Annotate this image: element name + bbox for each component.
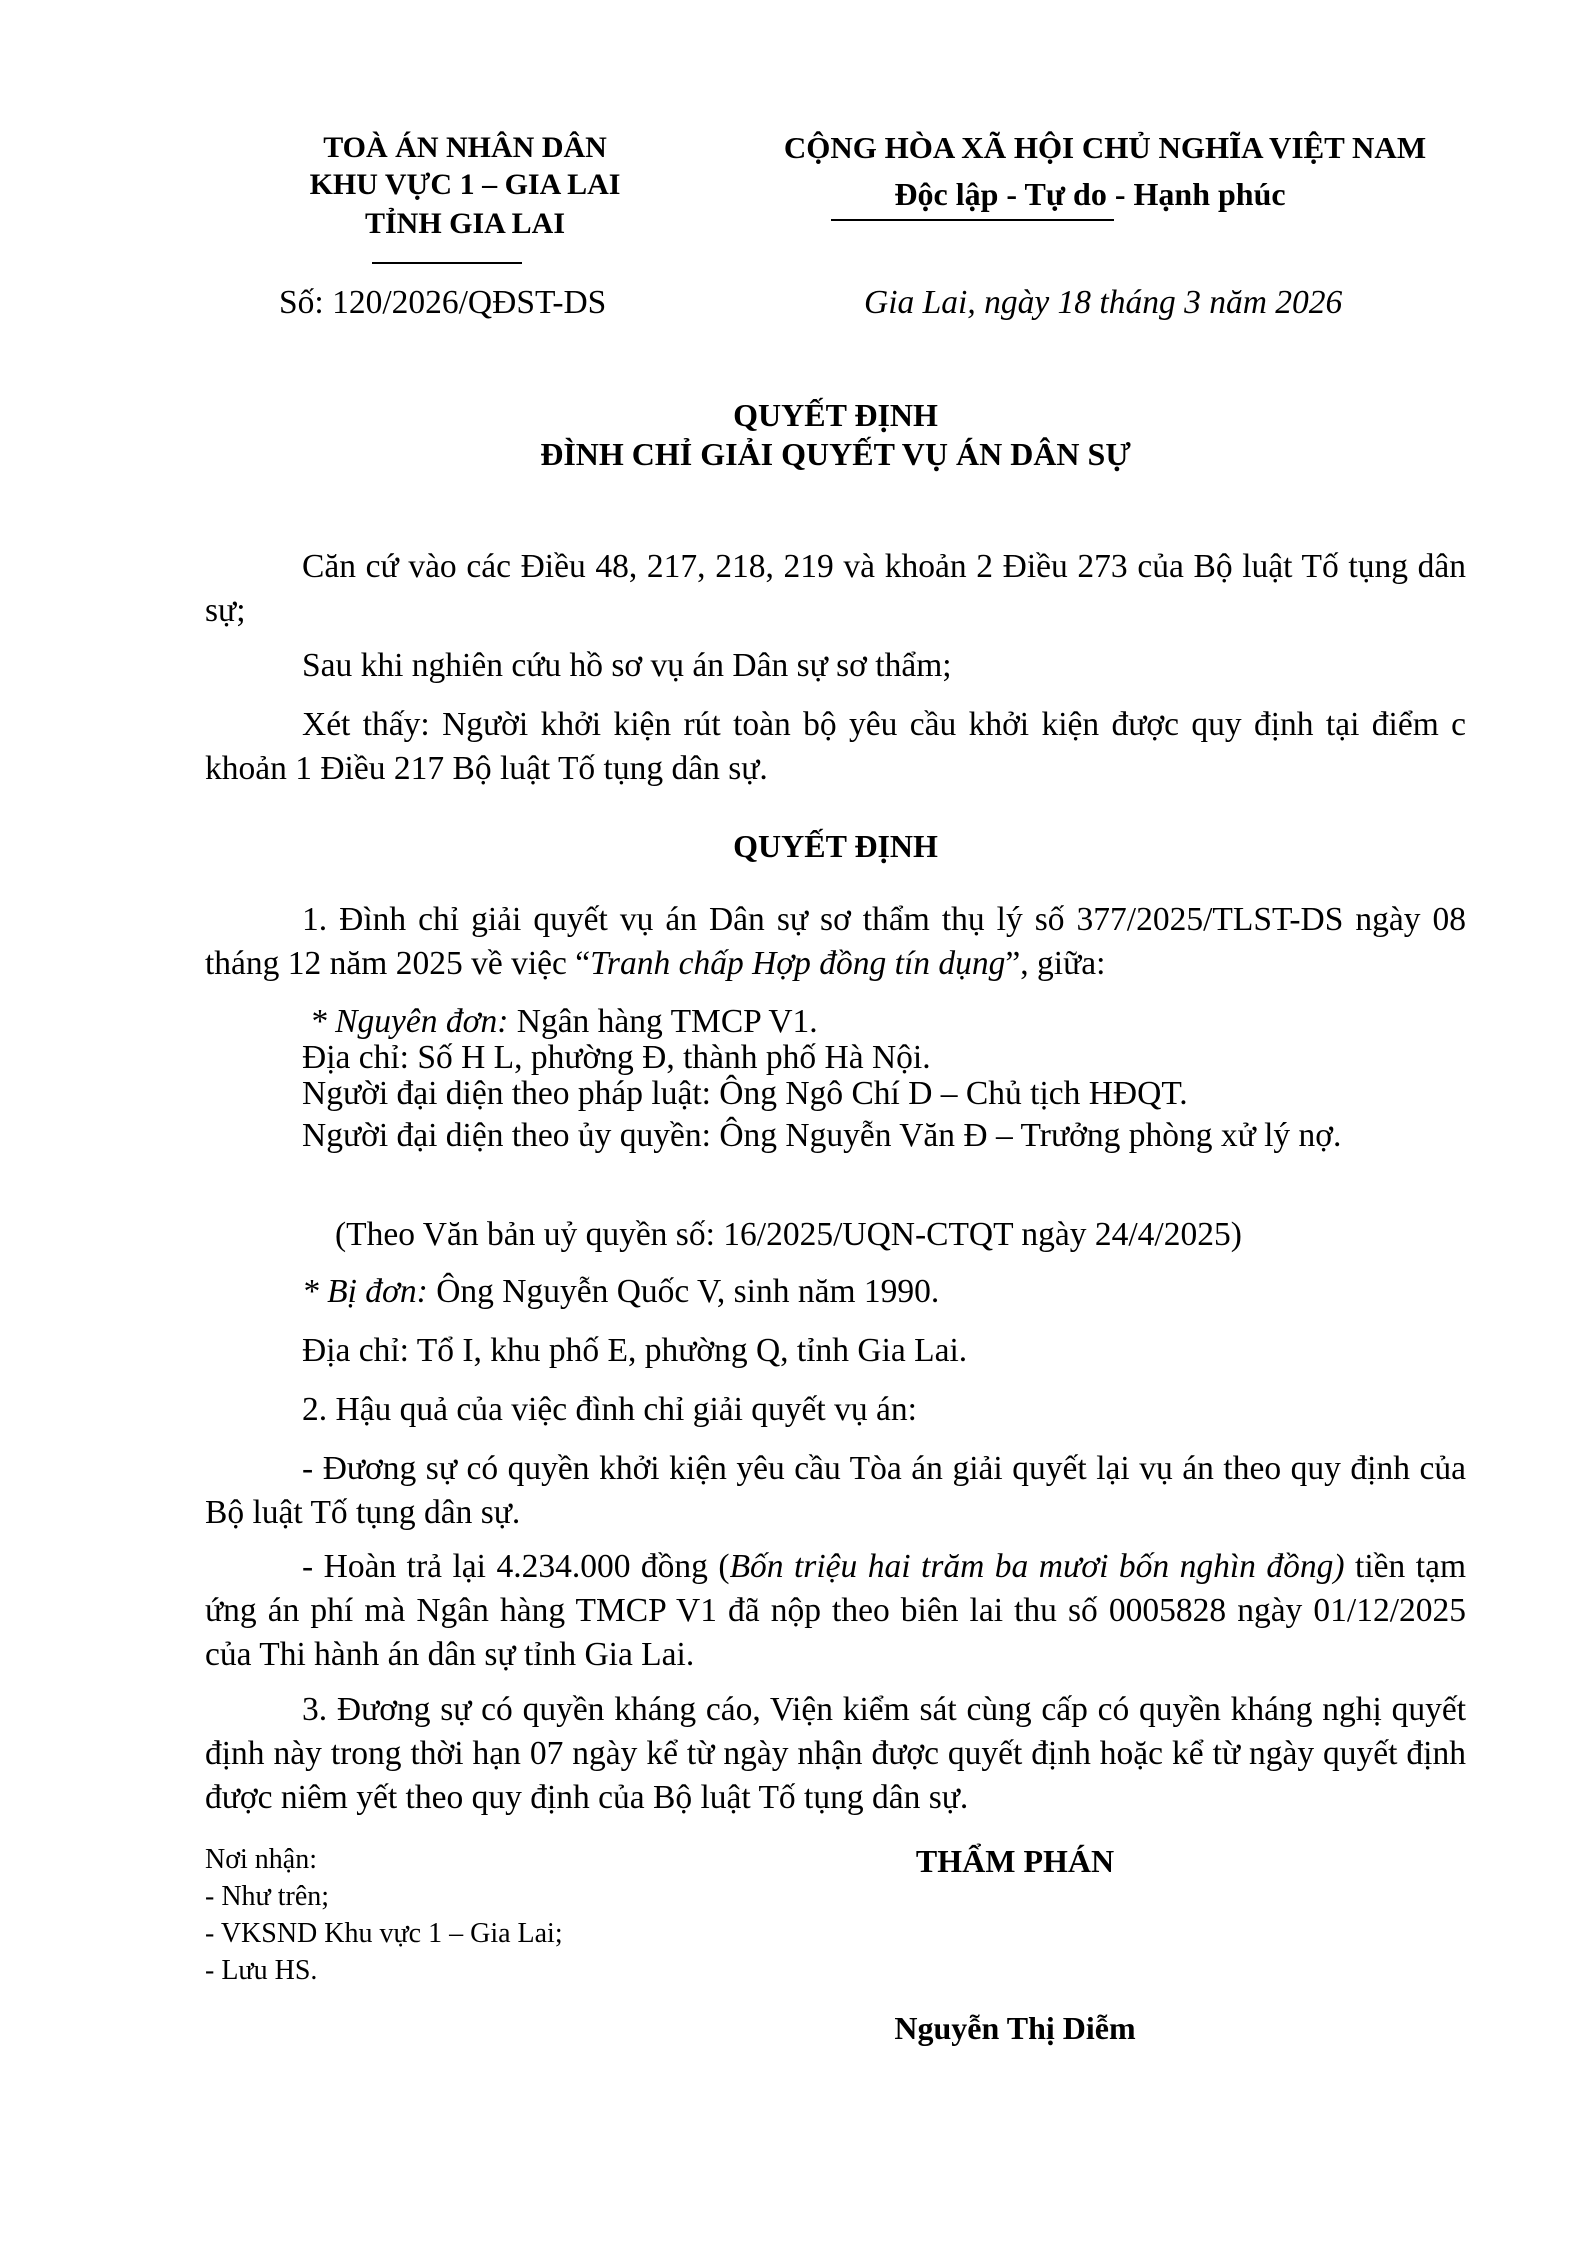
defendant — [302, 1270, 939, 1314]
decision-subtitle: ĐÌNH CHỈ GIẢI QUYẾT VỤ ÁN DÂN SỰ — [540, 436, 1131, 472]
court-line-2: KHU VỰC 1 – GIA LAI — [309, 168, 621, 201]
item-2-point-2 — [205, 1545, 1466, 1677]
recipient-item: - Lưu HS. — [205, 1955, 318, 1986]
signer-name: Nguyễn Thị Diễm — [894, 2010, 1136, 2046]
recipients-label: Nơi nhận: — [205, 1844, 318, 1875]
plaintiff-address: Địa chỉ: Số H L, phường Đ, thành phố Hà Nội. — [302, 1039, 931, 1076]
plaintiff-label: * Nguyên đơn: — [310, 1003, 509, 1040]
defendant-name: Ông Nguyễn Quốc V, sinh năm 1990. — [427, 1273, 940, 1310]
item-3: 3. Đương sự có quyền kháng cáo, Viện kiểm sát cùng cấp có quyền kháng nghị quyết định này trong thời hạn 07 ngày kể từ ngày nhận được quyết định hoặc kể từ ngày quyết định được niêm yết theo quy định của Bộ luật Tố tụng dân sự. — [205, 1691, 1466, 1816]
plaintiff-name: Ngân hàng TMCP V1. — [508, 1003, 818, 1040]
case-type: Tranh chấp Hợp đồng tín dụng — [590, 945, 1006, 982]
motto-underline — [831, 219, 1114, 221]
signature-title: THẨM PHÁN — [915, 1843, 1115, 1879]
item-1-tail: ”, giữa: — [1005, 945, 1106, 982]
item-2-heading: 2. Hậu quả của việc đình chỉ giải quyết vụ án: — [302, 1391, 917, 1428]
decision-title: QUYẾT ĐỊNH — [733, 397, 938, 433]
decision-heading: QUYẾT ĐỊNH — [733, 828, 938, 864]
place-date: Gia Lai, ngày 18 tháng 3 năm 2026 — [864, 284, 1343, 321]
motto: Độc lập - Tự do - Hạnh phúc — [894, 176, 1286, 212]
refund-amount: - Hoàn trả lại 4.234.000 đồng ( — [302, 1548, 730, 1585]
defendant-label: * Bị đơn: — [302, 1273, 428, 1310]
defendant-address: Địa chỉ: Tổ I, khu phố E, phường Q, tỉnh Gia Lai. — [302, 1332, 968, 1369]
court-line-3: TỈNH GIA LAI — [364, 207, 566, 240]
item-1 — [205, 898, 1466, 986]
legal-representative: Người đại diện theo pháp luật: Ông Ngô Chí D – Chủ tịch HĐQT. — [302, 1075, 1188, 1112]
country-name: CỘNG HÒA XÃ HỘI CHỦ NGHĨA VIỆT NAM — [783, 130, 1427, 165]
recipient-item: - Như trên; — [205, 1881, 330, 1912]
legal-basis: Căn cứ vào các Điều 48, 217, 218, 219 và khoản 2 Điều 273 của Bộ luật Tố tụng dân sự; — [205, 548, 1466, 629]
item-2-point-1: - Đương sự có quyền khởi kiện yêu cầu Tòa án giải quyết lại vụ án theo quy định của Bộ luật Tố tụng dân sự. — [205, 1450, 1466, 1531]
authorized-representative: Người đại diện theo ủy quyền: Ông Nguyễn Văn Đ – Trưởng phòng xử lý nợ. — [302, 1117, 1342, 1154]
item-1-text: 1. Đình chỉ giải quyết vụ án Dân sự sơ thẩm thụ lý số 377/2025/TLST-DS ngày 08 tháng 12 năm 2025 về việc “ — [205, 901, 1466, 982]
authorization-document: (Theo Văn bản uỷ quyền số: 16/2025/UQN-CTQT ngày 24/4/2025) — [335, 1216, 1242, 1253]
consideration: Xét thấy: Người khởi kiện rút toàn bộ yêu cầu khởi kiện được quy định tại điểm c khoản 1 Điều 217 Bộ luật Tố tụng dân sự. — [205, 706, 1466, 787]
review-statement: Sau khi nghiên cứu hồ sơ vụ án Dân sự sơ thẩm; — [302, 647, 952, 684]
refund-amount-words: Bốn triệu hai trăm ba mươi bốn nghìn đồng) — [729, 1548, 1345, 1585]
document-number: Số: 120/2026/QĐST-DS — [279, 284, 607, 321]
refund-details: tiền tạm ứng án phí mà Ngân hàng TMCP V1 đã nộp theo biên lai thu số 0005828 ngày 01/12/2025 của Thi hành án dân sự tỉnh Gia Lai. — [205, 1548, 1466, 1673]
court-line-1: TOÀ ÁN NHÂN DÂN — [323, 131, 607, 164]
court-underline — [372, 262, 522, 264]
recipient-item: - VKSND Khu vực 1 – Gia Lai; — [205, 1918, 563, 1949]
